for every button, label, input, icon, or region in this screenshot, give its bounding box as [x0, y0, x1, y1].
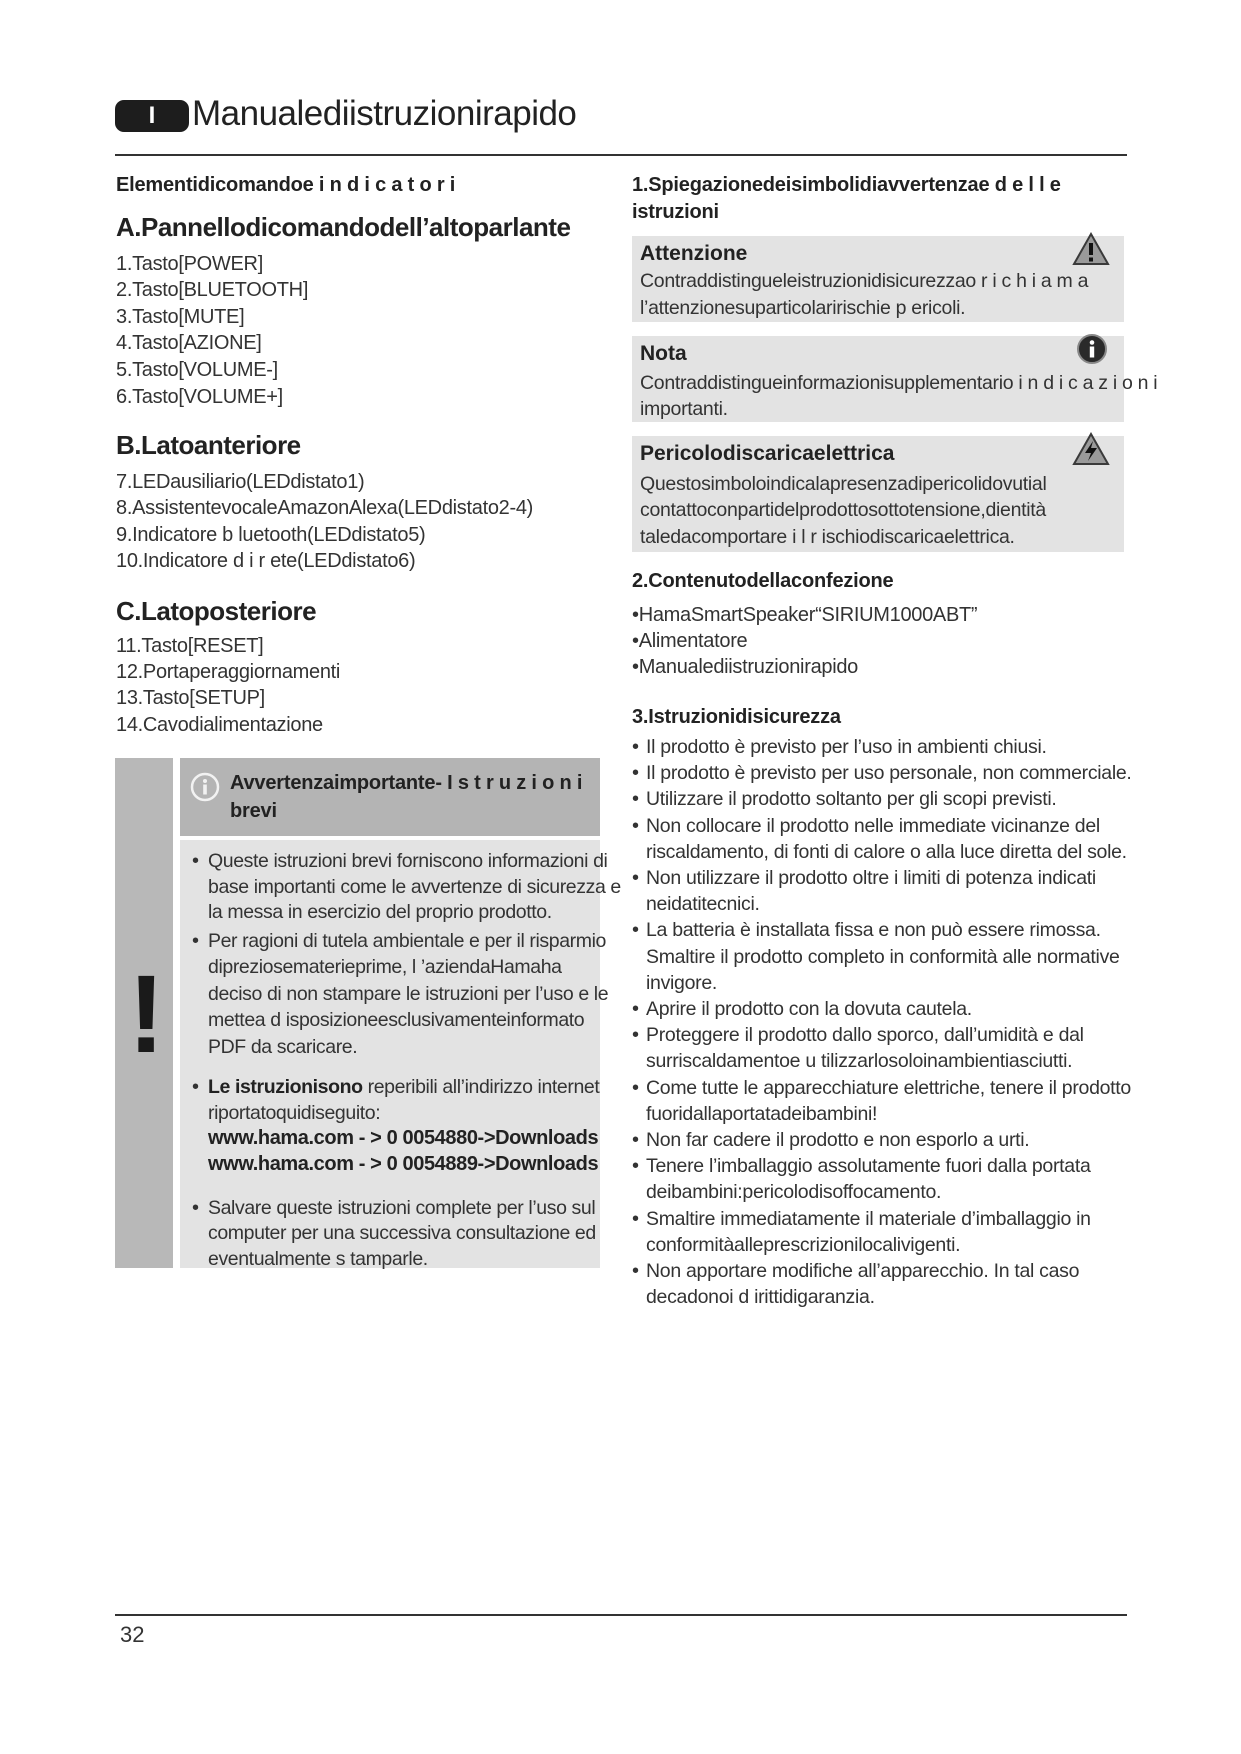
- electric-hazard-title: Pericolodiscaricaelettrica: [640, 442, 895, 465]
- safety-item-text: Non utilizzare il prodotto oltre i limiti di potenza indicati: [646, 867, 1096, 889]
- bullet: •: [632, 1207, 640, 1230]
- safety-item-text: fuoridallaportatadeibambini!: [646, 1102, 878, 1125]
- warning-text: la messa in esercizio del proprio prodotto.: [208, 901, 552, 923]
- bullet: •: [192, 850, 200, 872]
- list-item: 8.AssistentevocaleAmazonAlexa(LEDdistato2-4): [116, 497, 534, 519]
- symbols-section-title-line2: istruzioni: [632, 201, 719, 223]
- safety-item-text: riscaldamento, di fonti di calore o alla luce diretta del sole.: [646, 840, 1127, 863]
- warning-text: deciso di non stampare le istruzioni per l’uso e le: [208, 983, 609, 1005]
- safety-item-text: Non collocare il prodotto nelle immediate vicinanze del: [646, 814, 1100, 837]
- bullet: •: [192, 1076, 200, 1098]
- list-item: 14.Cavodialimentazione: [116, 714, 323, 736]
- warning-text: diprezios​ematerieprime, l ’aziendaHamaha: [208, 956, 562, 978]
- attention-text: l’attenzionesuparticolaririschie p ericoli.: [640, 297, 966, 319]
- bullet: •: [632, 762, 640, 785]
- safety-item-text: Non apportare modifiche all’apparecchio. In tal caso: [646, 1260, 1080, 1282]
- attention-title: Attenzione: [640, 242, 748, 265]
- bullet: •: [632, 1155, 640, 1178]
- safety-item-text: La batteria è installata fissa e non può essere rimossa.: [646, 919, 1101, 942]
- bullet: •: [632, 736, 640, 758]
- warning-bold-text: Le istruzionisono: [208, 1076, 363, 1098]
- warning-title-line1: Avvertenzaimportante- I s t r u z i o n i: [230, 772, 583, 794]
- safety-item-text: Proteggere il prodotto dallo sporco, dall’umidità e dal: [646, 1024, 1084, 1047]
- bullet: •: [632, 814, 640, 837]
- list-item: 12.Portaperaggiornamenti: [116, 661, 341, 683]
- page-number: 32: [120, 1622, 145, 1647]
- warning-text: base importanti come le avvertenze di sicurezza e: [208, 876, 621, 898]
- note-text: Contraddistingueinformazionisupplementario i n d i c a z i o n i: [640, 372, 1158, 394]
- bullet: •: [632, 1024, 640, 1047]
- electric-hazard-text: Questosimboloindicalapresenzadipericolidovutial: [640, 473, 1047, 495]
- section-a-title: A.Pannellodicomandodell’altoparlante: [116, 212, 571, 242]
- electric-hazard-text: taledacomportare i l r ischiodiscaricaelettrica.: [640, 526, 1015, 548]
- safety-item-text: conformitàalleprescrizionilocalivigenti.: [646, 1233, 961, 1256]
- list-item: 2.Tasto[BLUETOOTH]: [116, 279, 309, 301]
- warning-text: PDF da scaricare.: [208, 1036, 358, 1058]
- safety-item-text: Utilizzare il prodotto soltanto per gli scopi previsti.: [646, 788, 1057, 811]
- warning-text: [208, 1076, 599, 1099]
- warning-text: Per ragioni di tutela ambientale e per il risparmio: [208, 930, 606, 952]
- safety-item-text: deibambini:pericolodisoffocamento.: [646, 1181, 942, 1204]
- bullet: •: [632, 998, 640, 1020]
- download-url-2[interactable]: www.hama.com - > 0 0054889->Downloads: [208, 1153, 599, 1175]
- list-item: •Alimentatore: [632, 630, 748, 652]
- safety-item-text: decadonoi d irittidigaranzia.: [646, 1286, 875, 1309]
- safety-item-text: Il prodotto è previsto per l’uso in ambienti chiusi.: [646, 736, 1047, 758]
- bullet: •: [192, 930, 200, 952]
- list-item: 1.Tasto[POWER]: [116, 253, 263, 275]
- safety-item-text: invigore.: [646, 971, 718, 994]
- info-icon: [1076, 333, 1108, 365]
- bullet: •: [192, 1197, 200, 1219]
- bullet: •: [632, 1129, 640, 1151]
- warning-text: riportatoquidiseguito:: [208, 1102, 381, 1124]
- safety-item-text: Il prodotto è previsto per uso personale, non commerciale.: [646, 762, 1132, 785]
- note-title: Nota: [640, 342, 687, 365]
- header-rule: [115, 154, 1127, 156]
- language-badge: I: [115, 100, 189, 132]
- safety-item-text: surriscaldamentoe u tilizzarlosoloinambientiasciutti.: [646, 1050, 1073, 1073]
- list-item: 13.Tasto[SETUP]: [116, 687, 265, 709]
- package-contents-title: 2.Contenutodellaconfezione: [632, 570, 894, 592]
- safety-item-text: Smaltire il prodotto completo in conformità alle normative: [646, 945, 1120, 968]
- section-b-title: B.Latoanteriore: [116, 430, 301, 460]
- bullet: •: [632, 919, 640, 942]
- bullet: •: [632, 1076, 640, 1099]
- safety-item-text: Come tutte le apparecchiature elettriche, tenere il prodotto: [646, 1076, 1131, 1099]
- warning-text: Queste istruzioni brevi forniscono informazioni di: [208, 850, 608, 872]
- warning-triangle-icon: [1072, 232, 1110, 266]
- list-item: 4.Tasto[AZIONE]: [116, 332, 262, 354]
- list-item: •HamaSmartSpeaker“SIRIUM1000ABT”: [632, 604, 978, 626]
- controls-section-title: Elementidicomandoe i n d i c a t o r i: [116, 174, 456, 196]
- safety-instructions-title: 3.Istruzionidisicurezza: [632, 706, 841, 728]
- bullet: •: [632, 788, 640, 811]
- electric-hazard-text: contattoconpartidelprodottosottotensione,dientità: [640, 499, 1046, 521]
- info-icon: [190, 772, 220, 802]
- exclamation-icon: !: [128, 953, 165, 1076]
- list-item: 10.Indicatore d i r ete(LEDdistato6): [116, 550, 416, 572]
- section-c-title: C.Latoposteriore: [116, 596, 317, 626]
- list-item: 7.LEDausiliario(LEDdistato1): [116, 471, 365, 493]
- safety-item-text: neidatitecnici.: [646, 893, 760, 916]
- list-item: 3.Tasto[MUTE]: [116, 306, 245, 328]
- document-title: Manualediistruzionirapido: [192, 94, 577, 133]
- warning-text: computer per una successiva consultazione ed: [208, 1222, 596, 1244]
- note-text: importanti.: [640, 398, 728, 420]
- list-item: 6.Tasto[VOLUME+]: [116, 386, 283, 408]
- footer-rule: [115, 1614, 1127, 1616]
- download-url-1[interactable]: www.hama.com - > 0 0054880->Downloads: [208, 1127, 599, 1149]
- safety-item-text: Smaltire immediatamente il materiale d’imballaggio in: [646, 1207, 1091, 1230]
- warning-text: eventualmente s tamparle.: [208, 1248, 428, 1270]
- list-item: •Manualediistruzionirapido: [632, 656, 858, 678]
- list-item: 11.Tasto[RESET]: [116, 635, 264, 657]
- list-item: 9.Indicatore b luetooth(LEDdistato5): [116, 524, 426, 546]
- list-item: 5.Tasto[VOLUME-]: [116, 359, 278, 381]
- warning-text: Salvare queste istruzioni complete per l’uso sul: [208, 1197, 596, 1219]
- safety-item-text: Non far cadere il prodotto e non esporlo a urti.: [646, 1129, 1030, 1151]
- warning-text-rest: reperibili all’indirizzo internet: [362, 1076, 600, 1098]
- safety-item-text: Tenere l’imballaggio assolutamente fuori dalla portata: [646, 1155, 1091, 1178]
- warning-text: mettea d isposizioneesclusivamenteinformato: [208, 1009, 585, 1031]
- bullet: •: [632, 867, 640, 889]
- attention-text: Contraddistingueleistruzionidisicurezzao r i c h i a m a: [640, 270, 1089, 292]
- electric-hazard-icon: [1072, 432, 1110, 466]
- warning-header: [180, 758, 600, 836]
- warning-title-line2: brevi: [230, 800, 277, 822]
- bullet: •: [632, 1260, 640, 1282]
- symbols-section-title-line1: 1.Spiegazionedeisimbolidiavvertenzae d e l l e: [632, 174, 1061, 196]
- safety-item-text: Aprire il prodotto con la dovuta cautela.: [646, 998, 972, 1020]
